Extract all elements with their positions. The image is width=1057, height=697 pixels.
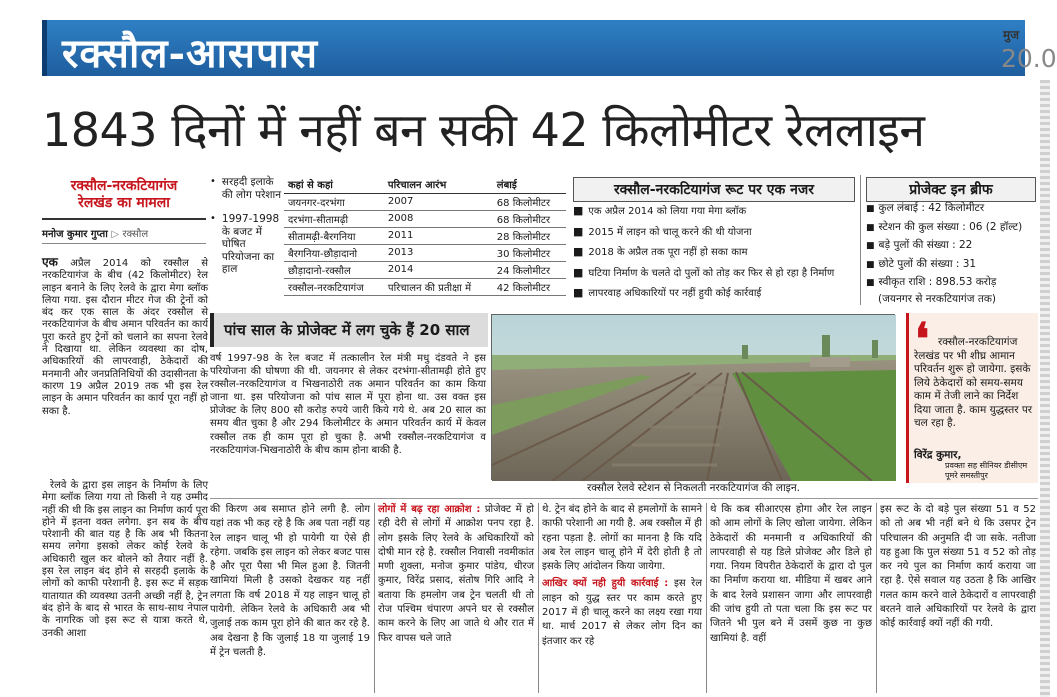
lead-paragraph-text: अप्रैल 2014 को रक्सौल से नरकटियागंज के बीच (42 किलोमीटर) रेल लाइन बनाने के लिए रेलवे के द्वारा मेगा ब्लॉक लिया गया. इस दौरान मीटर गेज की ट्रेनों को बंद कर एक साल के अंदर रक्सौल से नरकटियागंज के बीच अमान परिवर्तन का कार्य पूरा करते हुए ट्रेनों को चलाने का सपना रेलवे ने दिखाया था. लेकिन व्यवस्था का दोष, अधिकारियों की लापरवाही, ठेकेदारों की मनमानी और जनप्रतिनिधियों की उदासीनता के कारण 19 अप्रैल 2019 तक भी इस रेल लाइन के अमान परिवर्तन का कार्य पूरा नहीं हो सका है. xyxy=(42,258,208,417)
route-box-list xyxy=(573,201,865,304)
list-item: ■ लापरवाह अधिकारियों पर नहीं हुयी कोई कार्रवाई xyxy=(573,286,762,299)
column-divider xyxy=(706,503,707,693)
sub-headline: पांच साल के प्रोजेक्ट में लग चुके हैं 20 साल xyxy=(224,321,470,339)
author-name: मनोज कुमार गुप्ता xyxy=(42,229,108,240)
lead-paragraph-2: रेलवे के द्वारा इस लाइन के निर्माण के लिए मेगा ब्लॉक लिया गया तो किसी ने यह उम्मीद नहीं की थी कि इस लाइन का निर्माण कार्य पूरा होने में इतना वक्त लगेगा. इन सब के बीच परेशानी की बात यह है कि अब भी कितना समय लगेगा इसको लेकर कोई रेलवे के अधिकारी खुल कर बोलने को तैयार नहीं है. इस रेल लाइन बंद होने से सरहदी इलाके के लोगों को काफी परेशानी है. इस रूट में सड़क यातायात की व्यवस्था उतनी अच्छी नहीं है, ट्रेन बंद होने के बाद से भारत के साथ-साथ नेपाल के नागरिक जो इस रूट से यात्रा करते थे, उनकी आशा xyxy=(42,480,208,639)
bottom-column-1: की किरण अब समाप्त होने लगी है. लोग यहां तक भी कह रहे है कि अब पता नहीं यह रेल लाइन चालू भी हो पायेगी या ऐसे ही रहेगा. जबकि इस लाइन को लेकर बजट पास है और पूरा पैसा भी मिल हुआ है. जितनी खामियां मिली है उसको देखकर यह नहीं लगता कि वर्ष 2018 में यह लाइन चालू हो पायेगी. लेकिन रेलवे के अधिकारी अब भी जुलाई तक काम पूरा होने की बात कर रहे है. अब देखना है कि जुलाई 18 या जुलाई 19 में ट्रेन चलती है. xyxy=(210,504,370,658)
col-header: कहां से कहां xyxy=(284,176,384,193)
quote-speaker-role: प्रवक्ता सह सीनियर डीसीएम पूमरे समस्तीपुर xyxy=(945,461,1028,480)
bullet-icon: ■ xyxy=(573,204,584,217)
bullet-icon: ■ xyxy=(866,278,875,288)
col-header: लंबाई xyxy=(493,176,566,193)
sidebar-bullet-item: • सरहदी इलाके की लोग परेशान xyxy=(210,176,282,201)
table-header-row xyxy=(284,176,566,193)
photo-caption: रक्सौल रेलवे स्टेशन से निकलती नरकटियागंज की लाइन. xyxy=(491,481,896,495)
list-item: ■ 2018 के अप्रैल तक पूरा नहीं हो सका काम xyxy=(573,245,748,258)
bottom-column-3: थे. ट्रेन बंद होने के बाद से हमलोगों के सामने काफी परेशानी आ गयी है. अब रक्सौल में ही रहना पड़ता है. लोगों का मानना है कि यदि अब रेल लाइन चालू होने में देरी होती है तो इसके लिए आंदोलन किया जायेगा. आखिर क्यों नही हुयी कार्रवाई : इस रेल लाइन को युद्ध स्तर पर काम करते हुए 2017 में ही चालू करने का लक्ष्य रखा गया था. मार्च 2017 से लेकर लोग दिन का इंतजार कर रहे xyxy=(542,503,702,697)
sidebar-bullet-item: • 1997-1998 के बजट में घोषित परियोजना का हाल xyxy=(210,213,280,275)
byline xyxy=(42,226,206,244)
bottom-column-4: थे कि कब सीआरएस होगा और रेल लाइन को आम लोगों के लिए खोला जायेगा. लेकिन ठेकेदारों की मनमानी व अधिकारियों की लापरवाही से यह डिले प्रोजेक्ट और डिले हो गया. नियम विपरीत ठेकेदारों के द्वारा दो पुल का निर्माण कराया था. मीडिया में खबर आने के बाद रेलवे प्रशासन जागा और लापरवाही की जांच हुयी तो पता चला कि इस रूट पर जितने भी पुल बने में उसमें कुछ ना कुछ खामियां है. वहीं xyxy=(710,504,872,644)
bullet-icon: ■ xyxy=(573,245,584,258)
column-subhead: लोगों में बढ़ रहा आक्रोश : xyxy=(378,504,481,515)
edition-tag: मुज xyxy=(1003,28,1020,42)
list-item: ■ 2015 में लाइन को चालू करने की थी योजना xyxy=(573,224,752,238)
sidebar-bullets xyxy=(210,176,282,276)
brief-box-list xyxy=(866,200,1038,305)
story-kicker xyxy=(42,178,206,212)
list-item: ■ बड़े पुलों की संख्या : 22 xyxy=(866,239,973,251)
bullet-icon: ■ xyxy=(866,204,875,214)
kicker-line-2: रेलखंड का मामला xyxy=(78,195,170,211)
bullet-icon: ■ xyxy=(866,222,875,233)
table-row: बैरगनिया-छौड़ादानो 2013 30 किलोमीटर xyxy=(284,244,566,261)
list-item: ■ छोटे पुलों की संख्या : 31 xyxy=(866,257,977,270)
route-box-title: रक्सौल-नरकटियागंज रूट पर एक नजर xyxy=(573,177,855,202)
bullet-icon: ■ xyxy=(866,241,875,251)
quote-text: रक्सौल-नरकटियागंज रेलखंड पर भी शीघ्र आमान परिवर्तन शुरू हो जायेगा. इसके लिये ठेकेदारों को समय-समय काम में तेजी लाने का निर्देश दिया जाता है. काम युद्धस्तर पर चल रहा है. xyxy=(914,336,1033,429)
column-subhead: आखिर क्यों नही हुयी कार्रवाई : इस रेल लाइन को युद्ध स्तर पर काम करते हुए 2017 में ही चालू करने का लक्ष्य रखा गया था. मार्च 2017 से लेकर लोग दिन का इंतजार कर रहे xyxy=(542,578,703,647)
project-timeline-table xyxy=(284,176,566,296)
table-row: रक्सौल-नरकटियागंज परिचालन की प्रतीक्षा में 42 किलोमीटर xyxy=(284,278,566,295)
edition-date: 20.0 xyxy=(1001,44,1057,73)
bullet-icon: ■ xyxy=(573,224,584,238)
table-row: जयनगर-दरभंगा 2007 68 किलोमीटर xyxy=(284,193,566,210)
bottom-divider xyxy=(210,498,1038,499)
table-row: दरभंगा-सीतामढ़ी 2008 68 किलोमीटर xyxy=(284,210,566,227)
list-item: ■ एक अप्रैल 2014 को लिया गया मेगा ब्लॉक xyxy=(573,204,747,217)
table-row: छौड़ादानो-रक्सौल 2014 24 किलोमीटर xyxy=(284,261,566,278)
column-divider xyxy=(860,175,861,305)
brief-extra-line: (जयनगर से नरकटियागंज तक) xyxy=(878,292,996,305)
railway-illustration xyxy=(492,315,896,481)
brief-box-title: प्रोजेक्ट इन ब्रीफ xyxy=(866,177,1036,202)
byline-desk: रक्सौल xyxy=(122,229,149,240)
bullet-icon: ■ xyxy=(866,259,875,270)
kicker-line-1: रक्सौल-नरकटियागंज xyxy=(70,178,178,194)
column-divider xyxy=(374,503,375,693)
adjacent-page-strip xyxy=(1040,80,1050,697)
bottom-column-2: लोगों में बढ़ रहा आक्रोश : प्रोजेक्ट में हो रही देरी से लोगों में आक्रोश पनप रहा है. लोग इसके लिए रेलवे के अधिकारियों को दोषी मान रहे है. रक्सौल निवासी नवमीकांत मणी शुक्ला, मनोज कुमार पांडेय, धीरज कुमार, विरेंद्र प्रसाद, संतोष गिरि आदि ने बताया कि हमलोग जब ट्रेन चलती थी तो रोज पश्चिम चंपारण अपने घर से रक्सौल काम करने के लिए आ जाते थे और रात में फिर वापस चले जाते xyxy=(378,504,534,644)
dropcap: एक xyxy=(42,255,58,269)
lead-paragraph xyxy=(42,256,208,480)
history-paragraph: वर्ष 1997-98 के रेल बजट में तत्कालीन रेल मंत्री मधु दंडवते ने इस परियोजना की घोषणा की थी. जयनगर से लेकर दरभंगा-सीतामढ़ी होते हुए रक्सौल-नरकटियागंज व भिखनाठोरी तक अमान परिवर्तन का काम किया जाना था. इस परियोजना को पांच साल में पूरा होना था. उस वक्त इस प्रोजेक्ट के लिए 800 सौ करोड़ रुपये जारी किये गये थे. अब 20 साल का समय बीत चुका है और 294 किलोमीटर के अमान परिवर्तन कार्य में केवल रक्सौल तक ही काम पूरा हो चुका है. अभी रक्सौल-नरकटियागंज व नरकटियागंज-भिखनाठोरी के बीच काम होना बाकी है. xyxy=(210,353,486,456)
byline-arrow-icon: ▷ xyxy=(111,229,120,240)
bullet-icon: ■ xyxy=(573,265,584,279)
bottom-column-5: इस रूट के दो बड़े पुल संख्या 51 व 52 को तो अब भी नहीं बने थे कि उसपर ट्रेन परिचालन की अनुमति दी जा सके. नतीजा यह हुआ कि पुल संख्या 51 व 52 को तोड़ कर नये पुल का निर्माण कार्य कराया जा रहा है. ऐसे सवाल यह उठता है कि आखिर गलत काम करने वाले ठेकेदारों व लापरवाही बरतने वाले अधिकारियों पर रेलवे के द्वारा कोई कार्रवाई क्यों नहीं की गयी. xyxy=(880,504,1036,630)
quote-mark-icon: ❛ xyxy=(915,314,930,365)
list-item: ■ कुल लंबाई : 42 किलोमीटर xyxy=(866,202,985,214)
column-divider xyxy=(538,503,539,693)
main-headline: 1843 दिनों में नहीं बन सकी 42 किलोमीटर रेललाइन xyxy=(42,103,925,157)
table-row: सीतामढ़ी-बैरगनिया 2011 28 किलोमीटर xyxy=(284,227,566,244)
bullet-icon: • xyxy=(210,176,216,187)
list-item: ■ स्टेशन की कुल संख्या : 06 (2 हॉल्ट) xyxy=(866,220,1023,233)
kicker-divider xyxy=(42,218,206,220)
list-item: ■ स्वीकृत राशि : 898.53 करोड़ xyxy=(866,276,997,288)
list-item: ■ घटिया निर्माण के चलते दो पुलों को तोड़ कर फिर से हो रहा है निर्माण xyxy=(573,265,835,279)
railway-track-photo xyxy=(491,314,895,480)
column-divider xyxy=(876,503,877,693)
bullet-icon: ■ xyxy=(573,286,584,299)
quote-speaker: विरेंद्र कुमार, xyxy=(914,449,962,461)
col-header: परिचालन आरंभ xyxy=(384,176,493,193)
section-title: रक्सौल-आसपास xyxy=(62,30,319,77)
bullet-icon: • xyxy=(210,213,216,224)
